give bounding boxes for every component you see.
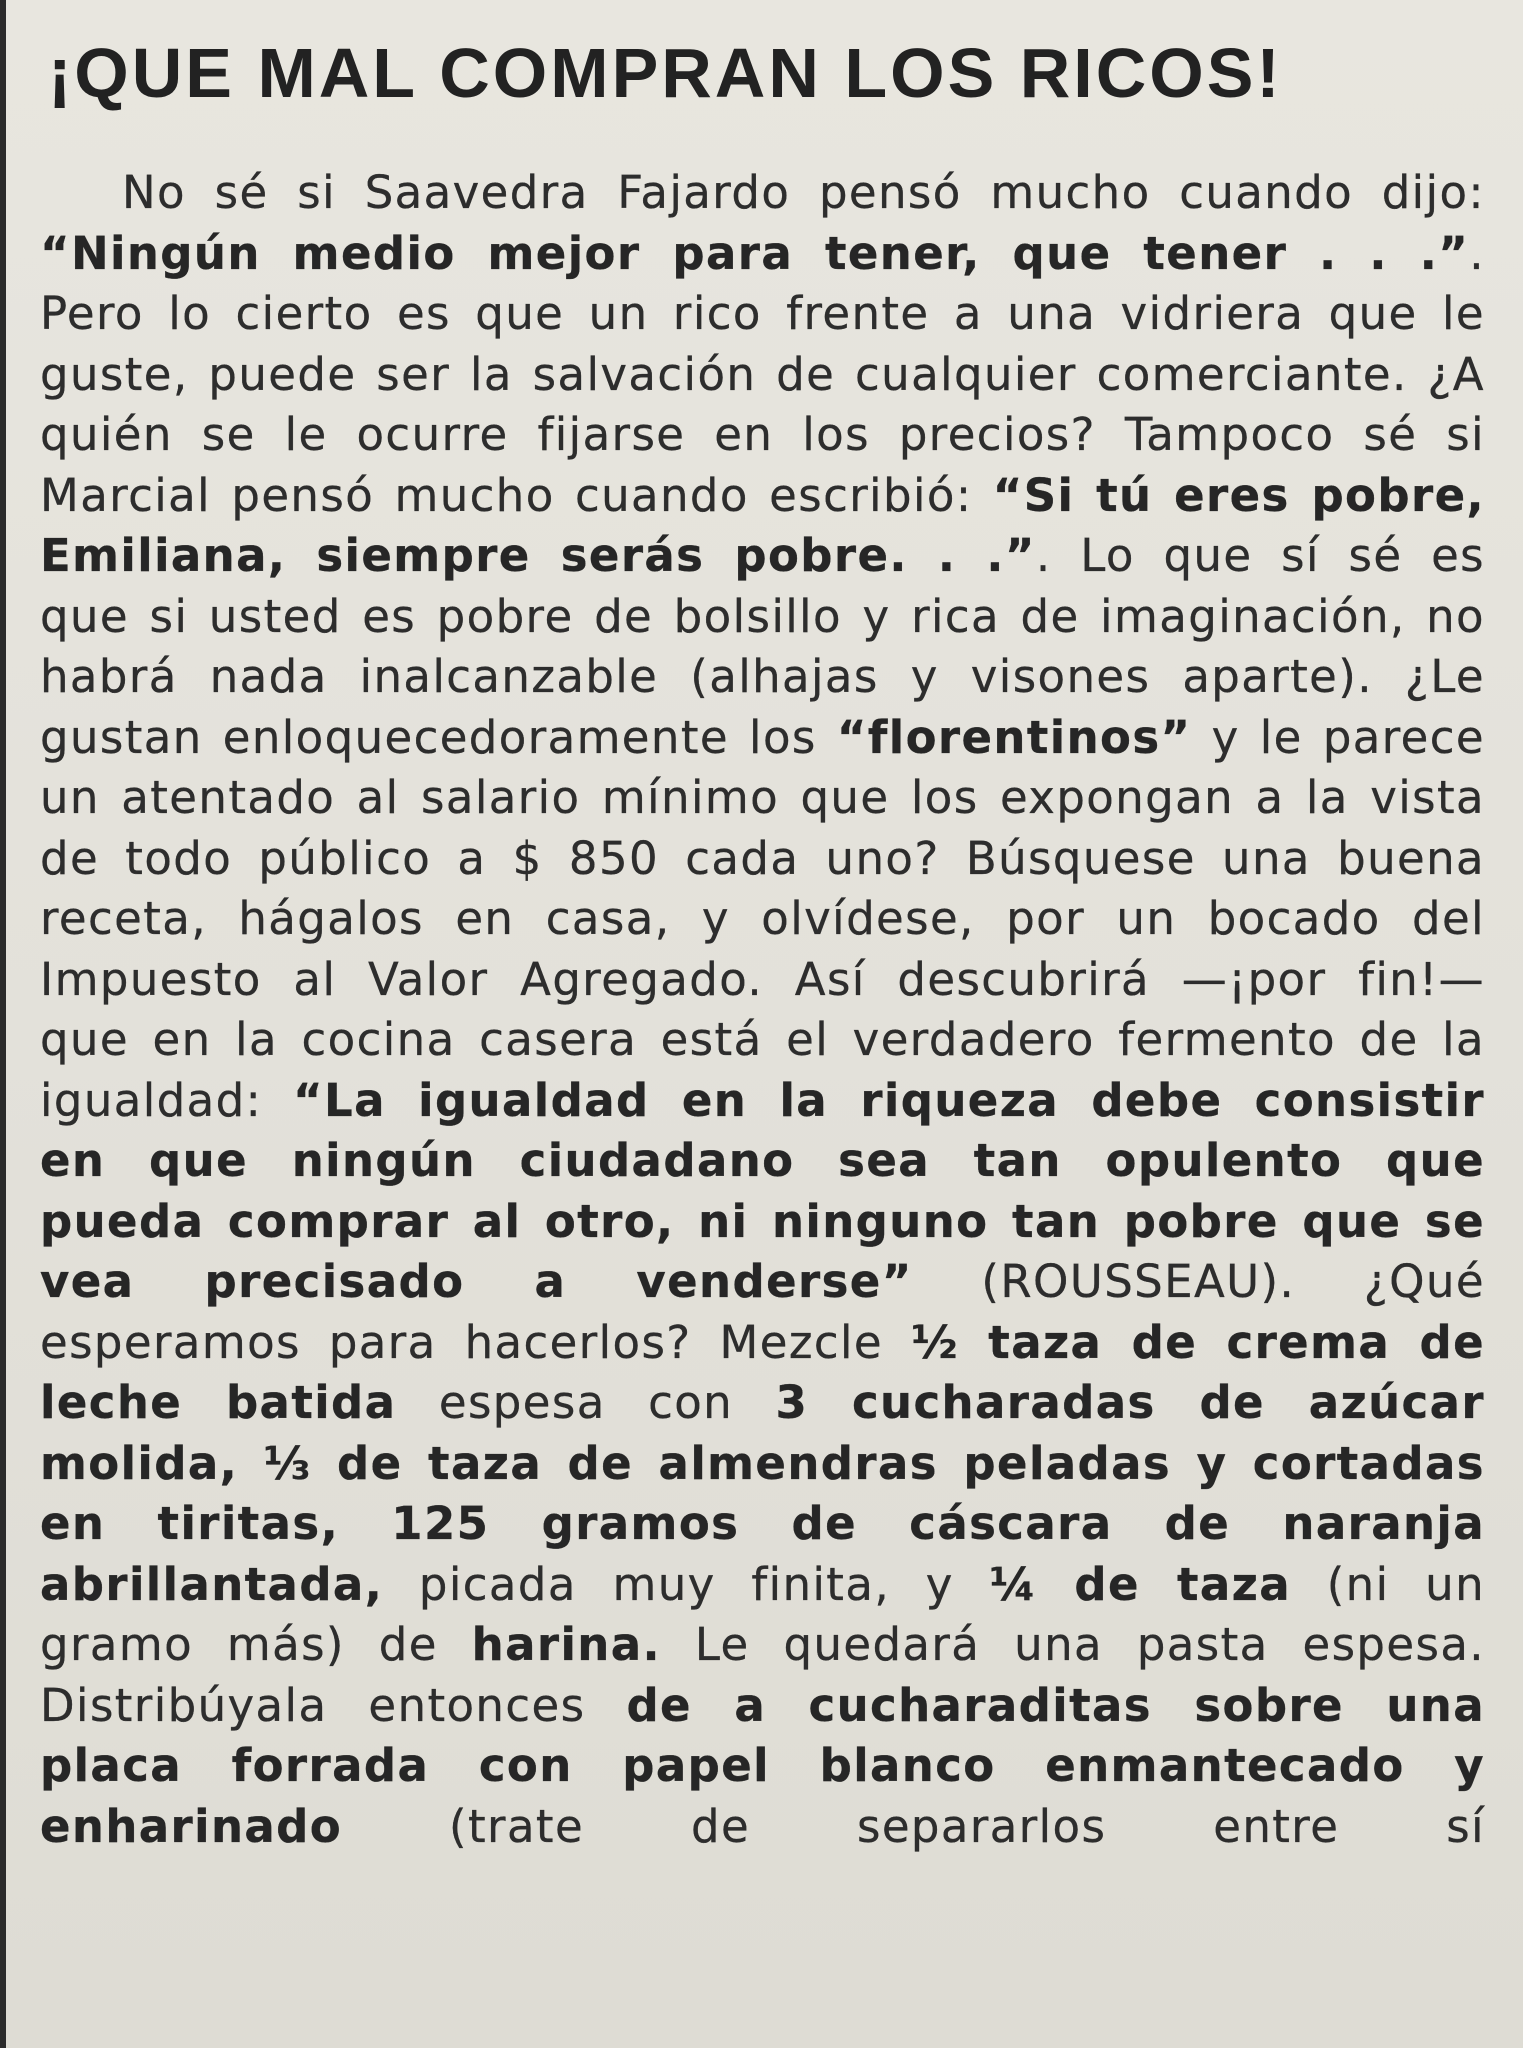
body-segment: (ni un gramo más) de <box>40 1557 1485 1671</box>
body-segment: (ROUSSEAU). ¿Qué esperamos para hacerlos? Mezcle <box>40 1255 1485 1369</box>
article <box>40 28 1485 1857</box>
ingredients-list: 3 cucharadas de azúcar molida, ⅓ de taza de almendras peladas y cortadas en tiritas, 125 gramos de cáscara de naranja abrillantada, <box>40 1376 1485 1611</box>
body-segment: y le parece un atentado al salario mínimo que los expongan a la vista de todo público a $ 850 cada uno? Búsquese una buena receta, hágalos en casa, y olvídese, por un bocado del Impuesto al Valor Agregado. Así descubrirá —¡por fin!— que en la cocina casera está el verdadero fermento de la igualdad: <box>40 710 1485 1127</box>
body-segment: Le quedará una pasta espesa. Distribúyala entonces <box>40 1618 1486 1732</box>
headline: ¡QUE MAL COMPRAN LOS RICOS! <box>48 34 1283 112</box>
article-body <box>40 163 1485 1857</box>
quote-marcial: “Si tú eres pobre, Emiliana, siempre serás pobre. . .” <box>40 468 1485 582</box>
body-segment: picada muy finita, y <box>383 1557 990 1611</box>
body-segment: . Lo que sí sé es que si usted es pobre de bolsillo y rica de imaginación, no habrá nada inalcanzable (alhajas y visones aparte). ¿Le gustan enloquecedoramente los <box>40 529 1485 764</box>
body-segment: espesa con <box>396 1376 776 1429</box>
body-segment: . Pero lo cierto es que un rico frente a una vidriera que le guste, puede ser la salvación de cualquier comerciante. ¿A quién se le ocurre fijarse en los precios? Tampoco sé si Marcial pensó mucho cuando escribió: <box>40 226 1485 522</box>
ingredient-flour-amount: ¼ de taza <box>989 1557 1292 1611</box>
quote-saavedra: “Ningún medio mejor para tener, que tener . . .” <box>40 226 1470 280</box>
quote-rousseau: “La igualdad en la riqueza debe consistir en que ningún ciudadano sea tan opulento que pueda comprar al otro, ni ninguno tan pobre que se vea precisado a venderse” <box>40 1073 1485 1308</box>
body-segment-last: (trate de separarlos entre sí <box>342 1799 1485 1853</box>
ingredient-flour: harina. <box>471 1618 661 1671</box>
ingredient-cream: ½ taza de crema de leche batida <box>40 1315 1485 1429</box>
body-segment: No sé si Saavedra Fajardo pensó mucho cuando dijo: <box>122 166 1485 219</box>
term-florentinos: “florentinos” <box>836 710 1192 764</box>
page-edge <box>0 0 6 2048</box>
instruction-distribute: de a cucharaditas sobre una placa forrada con papel blanco enmantecado y enharinado <box>40 1678 1485 1853</box>
